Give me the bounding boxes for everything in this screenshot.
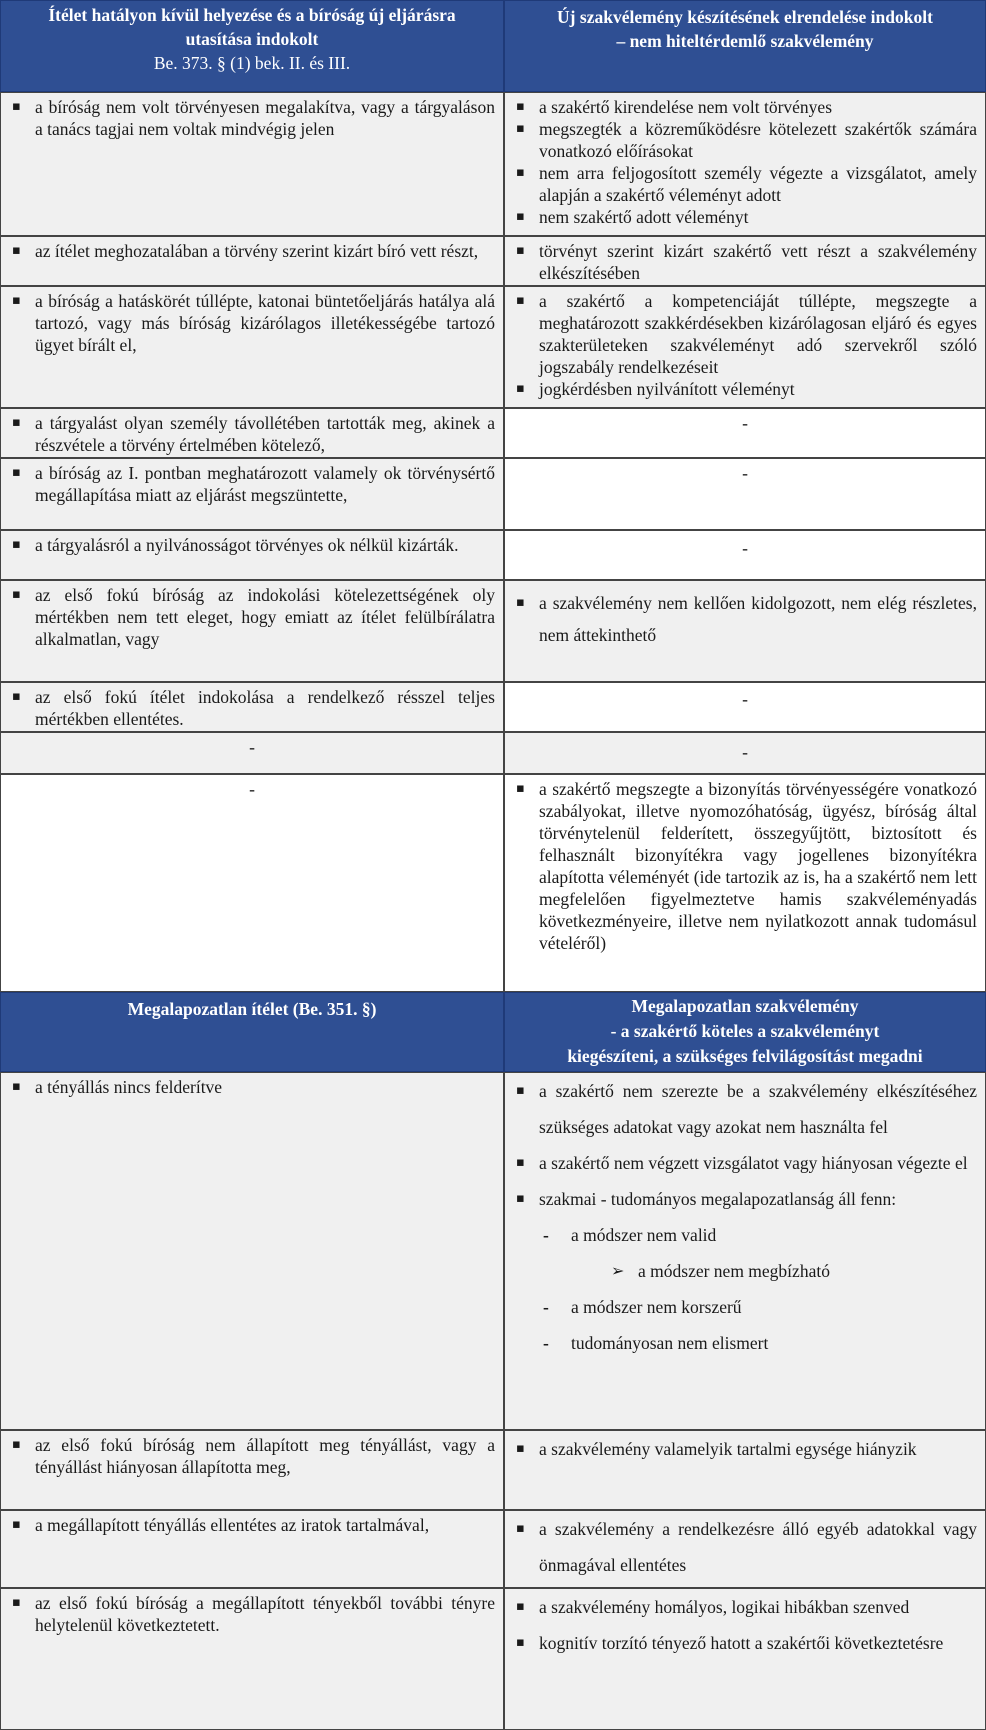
row7-left bbox=[0, 580, 504, 682]
list-item: ▪ a tárgyalást olyan személy távollétében tartották meg, akinek a részvétele a törvény értelmében kötelező, bbox=[9, 412, 495, 456]
row10-right bbox=[504, 774, 986, 992]
row2-4-left bbox=[0, 1588, 504, 1730]
row8-left bbox=[0, 682, 504, 732]
empty-dash: - bbox=[742, 463, 748, 483]
empty-dash: - bbox=[742, 538, 748, 558]
row6-left bbox=[0, 530, 504, 580]
list-item: ▪ a szakvélemény a rendelkezésre álló egyéb adatokkal vagy önmagával ellentétes bbox=[513, 1511, 977, 1583]
header2-left-title: Megalapozatlan ítélet (Be. 351. §) bbox=[127, 999, 377, 1019]
sub-sub-list-item: ➢ a módszer nem megbízható bbox=[513, 1253, 977, 1289]
row2-left bbox=[0, 236, 504, 286]
row2-1-right bbox=[504, 1072, 986, 1430]
row2-1-left bbox=[0, 1072, 504, 1430]
header-right bbox=[504, 0, 986, 92]
list-item: ▪ törvényt szerint kizárt szakértő vett részt a szakvélemény elkészítésében bbox=[513, 240, 977, 284]
header2-right-line1: Megalapozatlan szakvélemény bbox=[631, 996, 859, 1016]
list-item: ▪ megszegték a közreműködésre kötelezett szakértők számára vonatkozó előírásokat bbox=[513, 118, 977, 162]
row9-right bbox=[504, 732, 986, 774]
row2-right bbox=[504, 236, 986, 286]
row7-right bbox=[504, 580, 986, 682]
row4-right bbox=[504, 408, 986, 458]
list-item: ▪ a bíróság az I. pontban meghatározott valamely ok törvénysértő megállapítása miatt az eljárást megszüntette, bbox=[9, 462, 495, 506]
row1-right bbox=[504, 92, 986, 236]
list-item: ▪ a szakértő nem szerezte be a szakvélemény elkészítéséhez szükséges adatokat vagy azokat nem használta fel bbox=[513, 1073, 977, 1145]
header2-right-line2: - a szakértő köteles a szakvéleményt bbox=[610, 1021, 880, 1041]
empty-dash: - bbox=[742, 689, 748, 709]
list-item: ▪ jogkérdésben nyilvánított véleményt bbox=[513, 378, 977, 400]
list-item: ▪ szakmai - tudományos megalapozatlanság áll fenn: bbox=[513, 1181, 977, 1217]
header-left-line2: utasítása indokolt bbox=[185, 29, 319, 49]
list-item: ▪ az első fokú bíróság nem állapított meg tényállást, vagy a tényállást hiányosan állapította meg, bbox=[9, 1434, 495, 1478]
list-item: ▪ a szakvélemény nem kellően kidolgozott, nem elég részletes, nem áttekinthető bbox=[513, 587, 977, 651]
list-item: ▪ kognitív torzító tényező hatott a szakértői következtetésre bbox=[513, 1625, 977, 1661]
row2-3-right bbox=[504, 1510, 986, 1588]
list-item: ▪ a szakvélemény homályos, logikai hibákban szenved bbox=[513, 1589, 977, 1625]
row5-left bbox=[0, 458, 504, 530]
list-item: ▪ a szakértő megszegte a bizonyítás törvényességére vonatkozó szabályokat, illetve nyomozóhatóság, ügyész, bíróság által törvénytelenül felderített, összegyűjtött, biztosított és felhasznált bizonyítékra vagy jogellenes bizonyítékra alapította véleményét (ide tartozik az is, ha a szakértő nem lett megfelelően figyelmeztetve hamis szakvéleményadás következményeire, illetve nem nyilatkozott annak tudomásul vételéről) bbox=[513, 778, 977, 954]
sub-list-item: - a módszer nem valid bbox=[513, 1217, 977, 1253]
list-item: ▪ a szakértő a kompetenciáját túllépte, megszegte a meghatározott szakkérdésekben kizárólagosan eljáró és egyes szakterületeken szakvéleményt adó szervekről szóló jogszabály rendelkezéseit bbox=[513, 290, 977, 378]
row3-left bbox=[0, 286, 504, 408]
list-item: ▪ az ítélet meghozatalában a törvény szerint kizárt bíró vett részt, bbox=[9, 240, 495, 262]
list-item: ▪ nem szakértő adott véleményt bbox=[513, 206, 977, 228]
row2-3-left bbox=[0, 1510, 504, 1588]
sub-list-item: - tudományosan nem elismert bbox=[513, 1325, 977, 1361]
empty-dash: - bbox=[742, 742, 748, 762]
list-item: ▪ az első fokú bíróság a megállapított tényekből további tényre helytelenül következtetett. bbox=[9, 1592, 495, 1636]
list-item: ▪ a tárgyalásról a nyilvánosságot törvényes ok nélkül kizárták. bbox=[9, 534, 495, 556]
empty-dash: - bbox=[249, 737, 255, 757]
header-left-line3: Be. 373. § (1) bek. II. és III. bbox=[153, 53, 351, 73]
list-item: ▪ nem arra feljogosított személy végezte a vizsgálatot, amely alapján a szakértő véleményt adott bbox=[513, 162, 977, 206]
list-item: ▪ az első fokú bíróság az indokolási kötelezettségének oly mértékben nem tett eleget, hogy emiatt az ítélet felülbírálatra alkalmatlan, vagy bbox=[9, 584, 495, 650]
empty-dash: - bbox=[742, 413, 748, 433]
header2-right-line3: kiegészíteni, a szükséges felvilágosítást megadni bbox=[567, 1046, 923, 1066]
list-item: ▪ a szakvélemény valamelyik tartalmi egysége hiányzik bbox=[513, 1431, 977, 1467]
list-item: ▪ a megállapított tényállás ellentétes az iratok tartalmával, bbox=[9, 1514, 495, 1536]
header2-left bbox=[0, 992, 504, 1072]
row9-left bbox=[0, 732, 504, 774]
list-item: ▪ a tényállás nincs felderítve bbox=[9, 1076, 495, 1098]
header-right-line2: – nem hiteltérdemlő szakvélemény bbox=[616, 31, 874, 51]
empty-dash: - bbox=[249, 779, 255, 799]
row2-2-right bbox=[504, 1430, 986, 1510]
row8-right bbox=[504, 682, 986, 732]
list-item: ▪ a szakértő nem végzett vizsgálatot vagy hiányosan végezte el bbox=[513, 1145, 977, 1181]
row2-4-right bbox=[504, 1588, 986, 1730]
list-item: ▪ a bíróság a hatáskörét túllépte, katonai büntetőeljárás hatálya alá tartozó, vagy más bíróság kizárólagos illetékességébe tartozó ügyet bírált el, bbox=[9, 290, 495, 356]
row5-right bbox=[504, 458, 986, 530]
row3-right bbox=[504, 286, 986, 408]
header-left-line1: Ítélet hatályon kívül helyezése és a bíróság új eljárásra bbox=[48, 5, 456, 25]
sub-list-item: - a módszer nem korszerű bbox=[513, 1289, 977, 1325]
row10-left bbox=[0, 774, 504, 992]
header2-right bbox=[504, 992, 986, 1072]
row1-left bbox=[0, 92, 504, 236]
row4-left bbox=[0, 408, 504, 458]
header-left bbox=[0, 0, 504, 92]
list-item: ▪ a bíróság nem volt törvényesen megalakítva, vagy a tárgyaláson a tanács tagjai nem voltak mindvégig jelen bbox=[9, 96, 495, 140]
header-right-line1: Új szakvélemény készítésének elrendelése indokolt bbox=[557, 7, 933, 27]
row6-right bbox=[504, 530, 986, 580]
row2-2-left bbox=[0, 1430, 504, 1510]
list-item: ▪ az első fokú ítélet indokolása a rendelkező résszel teljes mértékben ellentétes. bbox=[9, 686, 495, 730]
list-item: ▪ a szakértő kirendelése nem volt törvényes bbox=[513, 96, 977, 118]
